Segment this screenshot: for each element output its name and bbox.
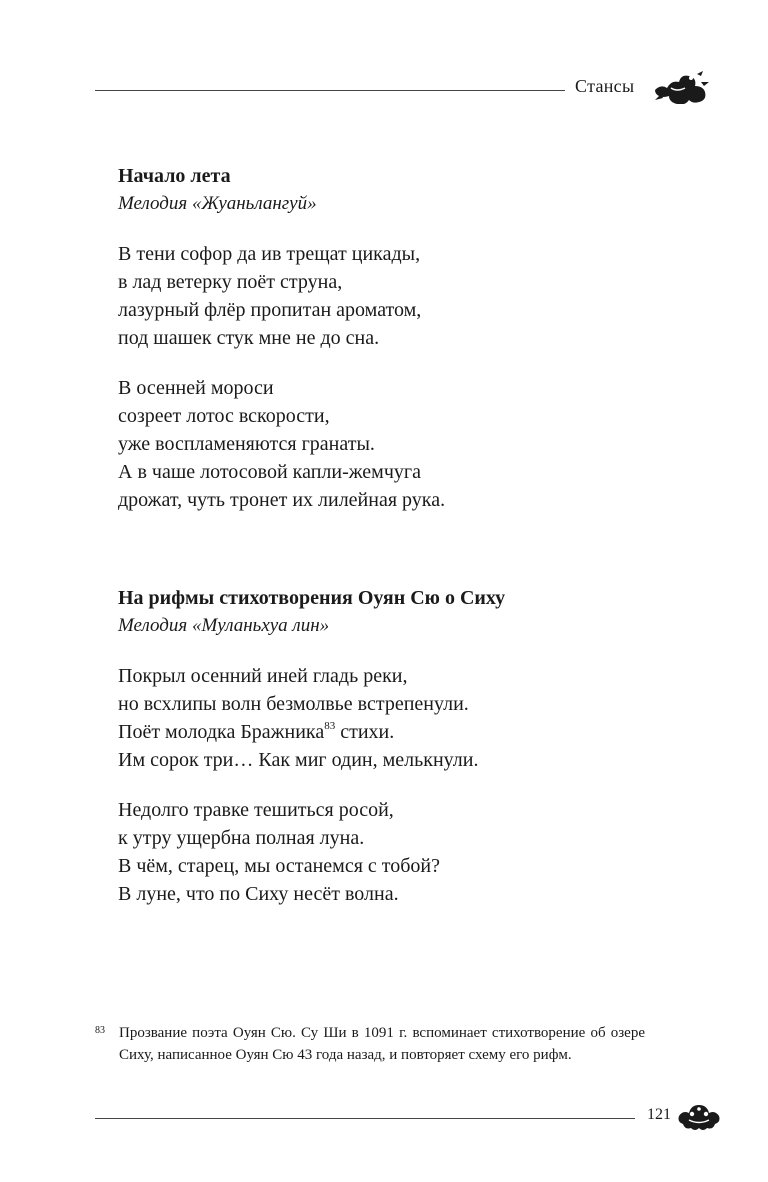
poem-title: На рифмы стихотворения Оуян Сю о Сиху <box>118 587 506 609</box>
stanza <box>118 796 718 908</box>
footnote-ref[interactable]: 83 <box>324 720 336 732</box>
poem-line: созреет лотос вскорости, <box>118 405 330 427</box>
header-rule <box>95 90 565 91</box>
poem-line: под шашек стук мне не до сна. <box>118 327 380 349</box>
poem-line: Недолго травке тешиться росой, <box>118 799 394 821</box>
footnote-text: Прозвание поэта Оуян Сю. Су Ши в 1091 г. вспоминает стихотворение об озере Сиху, написанное Оуян Сю 43 года назад, и повторяет схему его рифм. <box>119 1025 645 1063</box>
poem-2 <box>118 584 718 908</box>
poem-1 <box>118 162 718 514</box>
poem-line-text: Поёт молодка Бражника <box>118 721 325 743</box>
poem-line: к утру ущербна полная луна. <box>118 827 365 849</box>
cloud-ornament-icon <box>677 1100 721 1130</box>
running-header <box>95 70 722 104</box>
poem-line: В осенней мороси <box>118 377 274 399</box>
page-footer <box>95 1100 722 1130</box>
poem-line: В тени софор да ив трещат цикады, <box>118 243 421 265</box>
stanza <box>118 662 718 774</box>
footer-rule <box>95 1118 635 1119</box>
stanza <box>118 240 718 352</box>
dragon-ornament-icon <box>651 70 713 104</box>
stanza <box>118 374 718 514</box>
poem-line <box>118 718 718 746</box>
poem-line: в лад ветерку поёт струна, <box>118 271 343 293</box>
poem-line: дрожат, чуть тронет их лилейная рука. <box>118 489 446 511</box>
poem-line-text: стихи. <box>335 721 395 743</box>
footnote <box>95 1022 645 1066</box>
poem-line: В луне, что по Сиху несёт волна. <box>118 883 399 905</box>
poem-line: уже воспламеняются гранаты. <box>118 433 375 455</box>
footnote-number: 83 <box>95 1025 105 1036</box>
poem-melody: Мелодия «Жуаньлангуй» <box>118 193 317 214</box>
running-title: Стансы <box>575 76 635 96</box>
poem-melody: Мелодия «Муланьхуа лин» <box>118 615 330 636</box>
page-number: 121 <box>647 1106 671 1123</box>
poem-line: Им сорок три… Как миг один, мелькнули. <box>118 749 479 771</box>
poem-line: В чём, старец, мы останемся с тобой? <box>118 855 441 877</box>
poem-title: Начало лета <box>118 165 231 187</box>
poem-line: но всхлипы волн безмолвье встрепенули. <box>118 693 469 715</box>
poem-line: А в чаше лотосовой капли-жемчуга <box>118 461 421 483</box>
poem-line: Покрыл осенний иней гладь реки, <box>118 665 408 687</box>
poem-line: лазурный флёр пропитан ароматом, <box>118 299 422 321</box>
